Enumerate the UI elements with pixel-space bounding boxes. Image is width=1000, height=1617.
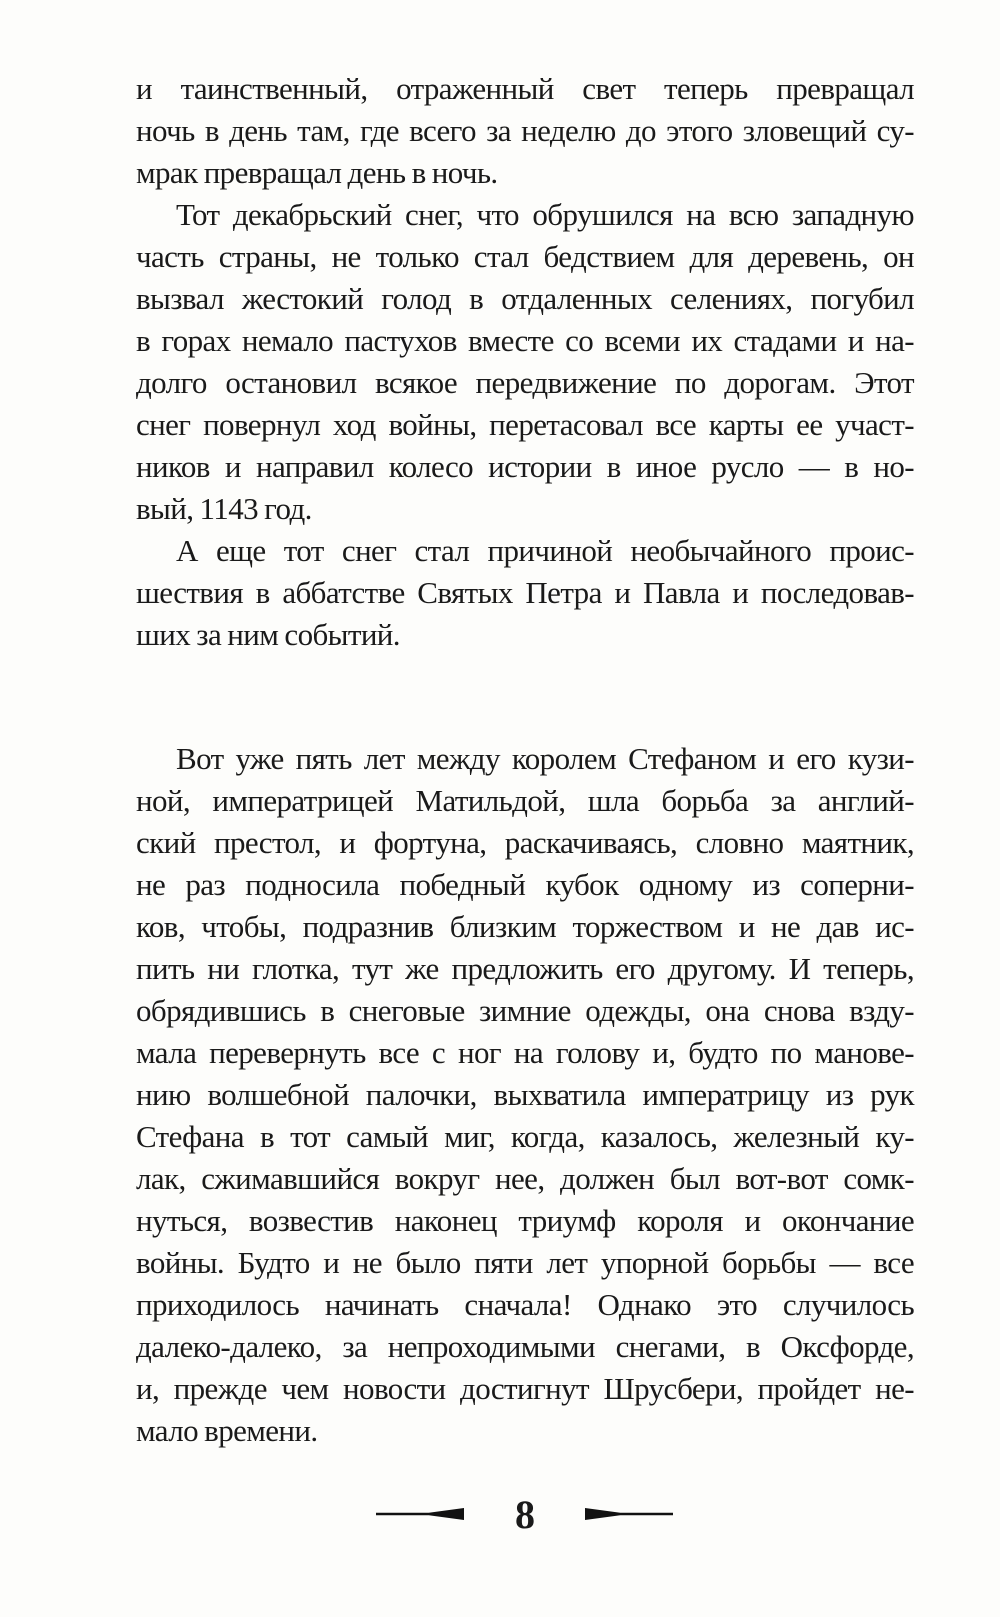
text-line: не раз подносила победный кубок одному из соперни- [136, 867, 914, 902]
text-line: вый, 1143 год. [136, 491, 312, 526]
text-line: мрак превращал день в ночь. [136, 155, 498, 190]
text-line: ших за ним событий. [136, 617, 400, 652]
text-line: вызвал жестокий голод в отдаленных селениях, погубил [136, 281, 914, 316]
text-line: нуться, возвестив наконец триумф короля и окончание [136, 1203, 914, 1238]
text-line: в горах немало пастухов вместе со всеми их стадами и на- [136, 323, 914, 358]
paragraph [136, 68, 914, 194]
text-line: ский престол, и фортуна, раскачиваясь, словно маятник, [136, 825, 914, 860]
text-line: нию волшебной палочки, выхватила императрицу из рук [136, 1077, 914, 1112]
text-line: долго остановил всякое передвижение по дорогам. Этот [136, 365, 914, 400]
text-line: часть страны, не только стал бедствием для деревень, он [136, 239, 914, 274]
text-line: Вот уже пять лет между королем Стефаном и его кузи- [176, 741, 914, 776]
text-line: далеко-далеко, за непроходимыми снегами, в Оксфорде, [136, 1329, 914, 1364]
text-line: ков, чтобы, подразнив близким торжеством и не дав ис- [136, 909, 914, 944]
text-line: Стефана в тот самый миг, когда, казалось, железный ку- [136, 1119, 914, 1154]
left-arrow-ornament-icon [376, 1508, 464, 1520]
text-line: приходилось начинать сначала! Однако это случилось [136, 1287, 914, 1322]
page-body [136, 68, 914, 1452]
text-line: Тот декабрьский снег, что обрушился на всю западную [176, 197, 914, 232]
paragraph [136, 738, 914, 1452]
text-line: и таинственный, отраженный свет теперь превращал [136, 71, 914, 106]
text-line: снег повернул ход войны, перетасовал все карты ее участ- [136, 407, 914, 442]
text-line: ной, императрицей Матильдой, шла борьба за англий- [136, 783, 914, 818]
page-footer [0, 1490, 1000, 1540]
text-line: шествия в аббатстве Святых Петра и Павла и последовав- [136, 575, 914, 610]
right-arrow-ornament-icon [585, 1508, 673, 1520]
text-line: ночь в день там, где всего за неделю до этого зловещий су- [136, 113, 914, 148]
text-line: лак, сжимавшийся вокруг нее, должен был вот-вот сомк- [136, 1161, 914, 1196]
text-line: мало времени. [136, 1413, 318, 1448]
section-break [136, 656, 914, 738]
text-line: пить ни глотка, тут же предложить его другому. И теперь, [136, 951, 914, 986]
text-line: обрядившись в снеговые зимние одежды, она снова взду- [136, 993, 914, 1028]
text-line: и, прежде чем новости достигнут Шрусбери, пройдет не- [136, 1371, 914, 1406]
text-line: мала перевернуть все с ног на голову и, будто по манове- [136, 1035, 914, 1070]
page-number: 8 [515, 1492, 535, 1537]
text-line: ников и направил колесо истории в иное русло — в но- [136, 449, 914, 484]
text-line: А еще тот снег стал причиной необычайного проис- [176, 533, 914, 568]
paragraph [136, 530, 914, 656]
paragraph [136, 194, 914, 530]
text-line: войны. Будто и не было пяти лет упорной борьбы — все [136, 1245, 914, 1280]
